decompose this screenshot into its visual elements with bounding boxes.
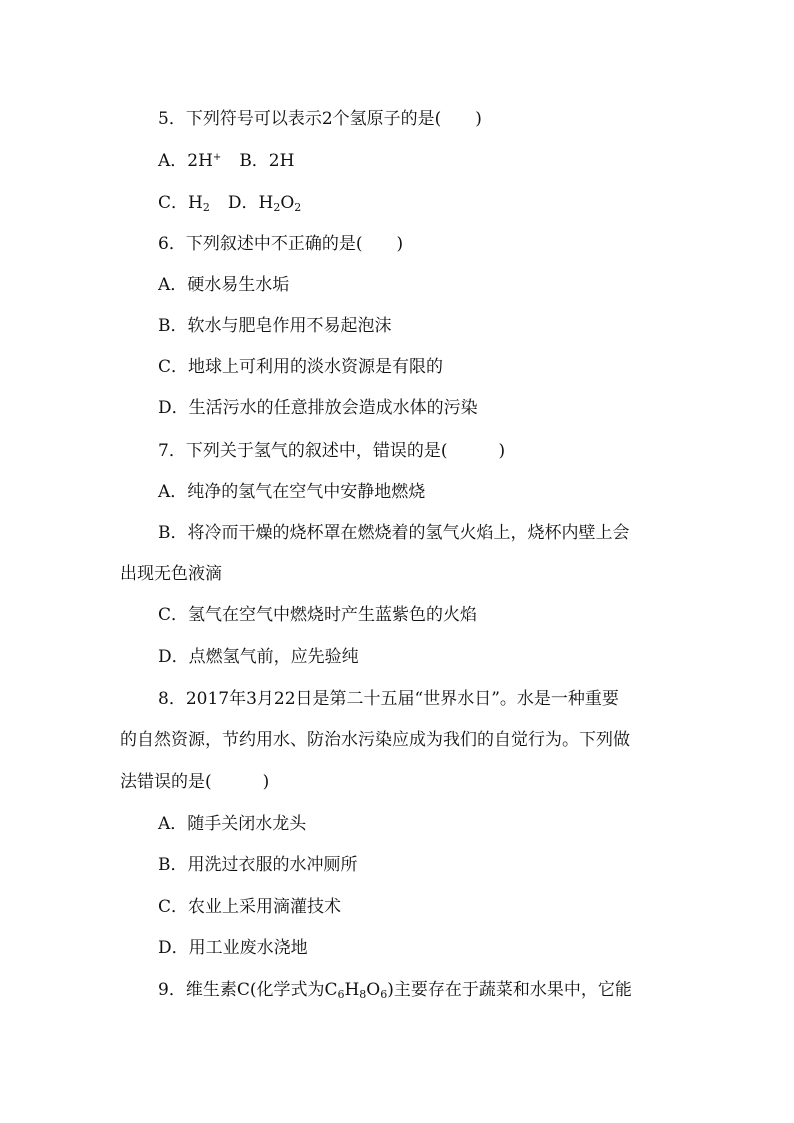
question-5-stem: 5．下列符号可以表示2个氢原子的是( ) (158, 109, 482, 129)
question-7-option-b-continued: 出现无色液滴 (120, 564, 222, 584)
question-8-stem-line1: 8．2017年3月22日是第二十五届“世界水日”。水是一种重要 (158, 689, 619, 709)
question-6-stem: 6．下列叙述中不正确的是( ) (158, 234, 404, 254)
question-8-option-d: D．用工业废水浇地 (158, 938, 308, 958)
question-8-stem-line3: 法错误的是( ) (120, 772, 270, 792)
question-8-stem-line2: 的自然资源，节约用水、防治水污染应成为我们的自觉行为。下列做 (120, 730, 630, 750)
option-a: A．2H+ (158, 151, 222, 171)
question-9-stem: 9．维生素C(化学式为$C_6H_8O_6$)主要存在于蔬菜和水果中，它能 (158, 980, 632, 1001)
question-8-option-c: C．农业上采用滴灌技术 (158, 897, 342, 917)
question-7-option-b: B．将冷而干燥的烧杯罩在燃烧着的氢气火焰上，烧杯内壁上会 (158, 523, 630, 543)
question-6-option-a: A．硬水易生水垢 (158, 275, 290, 295)
question-7-option-a: A．纯净的氢气在空气中安静地燃烧 (158, 482, 426, 502)
question-5-options-cd (158, 192, 301, 214)
option-c: C．$H_2$ (158, 193, 210, 214)
question-8-option-a: A．随手关闭水龙头 (158, 814, 307, 834)
question-7-option-d: D．点燃氢气前，应先验纯 (158, 647, 359, 667)
question-6-option-c: C．地球上可利用的淡水资源是有限的 (158, 357, 444, 377)
option-d: D．$H_2O_2$ (227, 193, 302, 214)
question-6-option-d: D．生活污水的任意排放会造成水体的污染 (158, 398, 478, 418)
question-5-options-ab (158, 150, 294, 172)
option-b: B．2H (239, 151, 295, 171)
question-7-stem: 7．下列关于氢气的叙述中，错误的是( ) (158, 441, 506, 461)
question-8-option-b: B．用洗过衣服的水冲厕所 (158, 855, 358, 875)
question-6-option-b: B．软水与肥皂作用不易起泡沫 (158, 316, 392, 336)
question-7-option-c: C．氢气在空气中燃烧时产生蓝紫色的火焰 (158, 605, 478, 625)
